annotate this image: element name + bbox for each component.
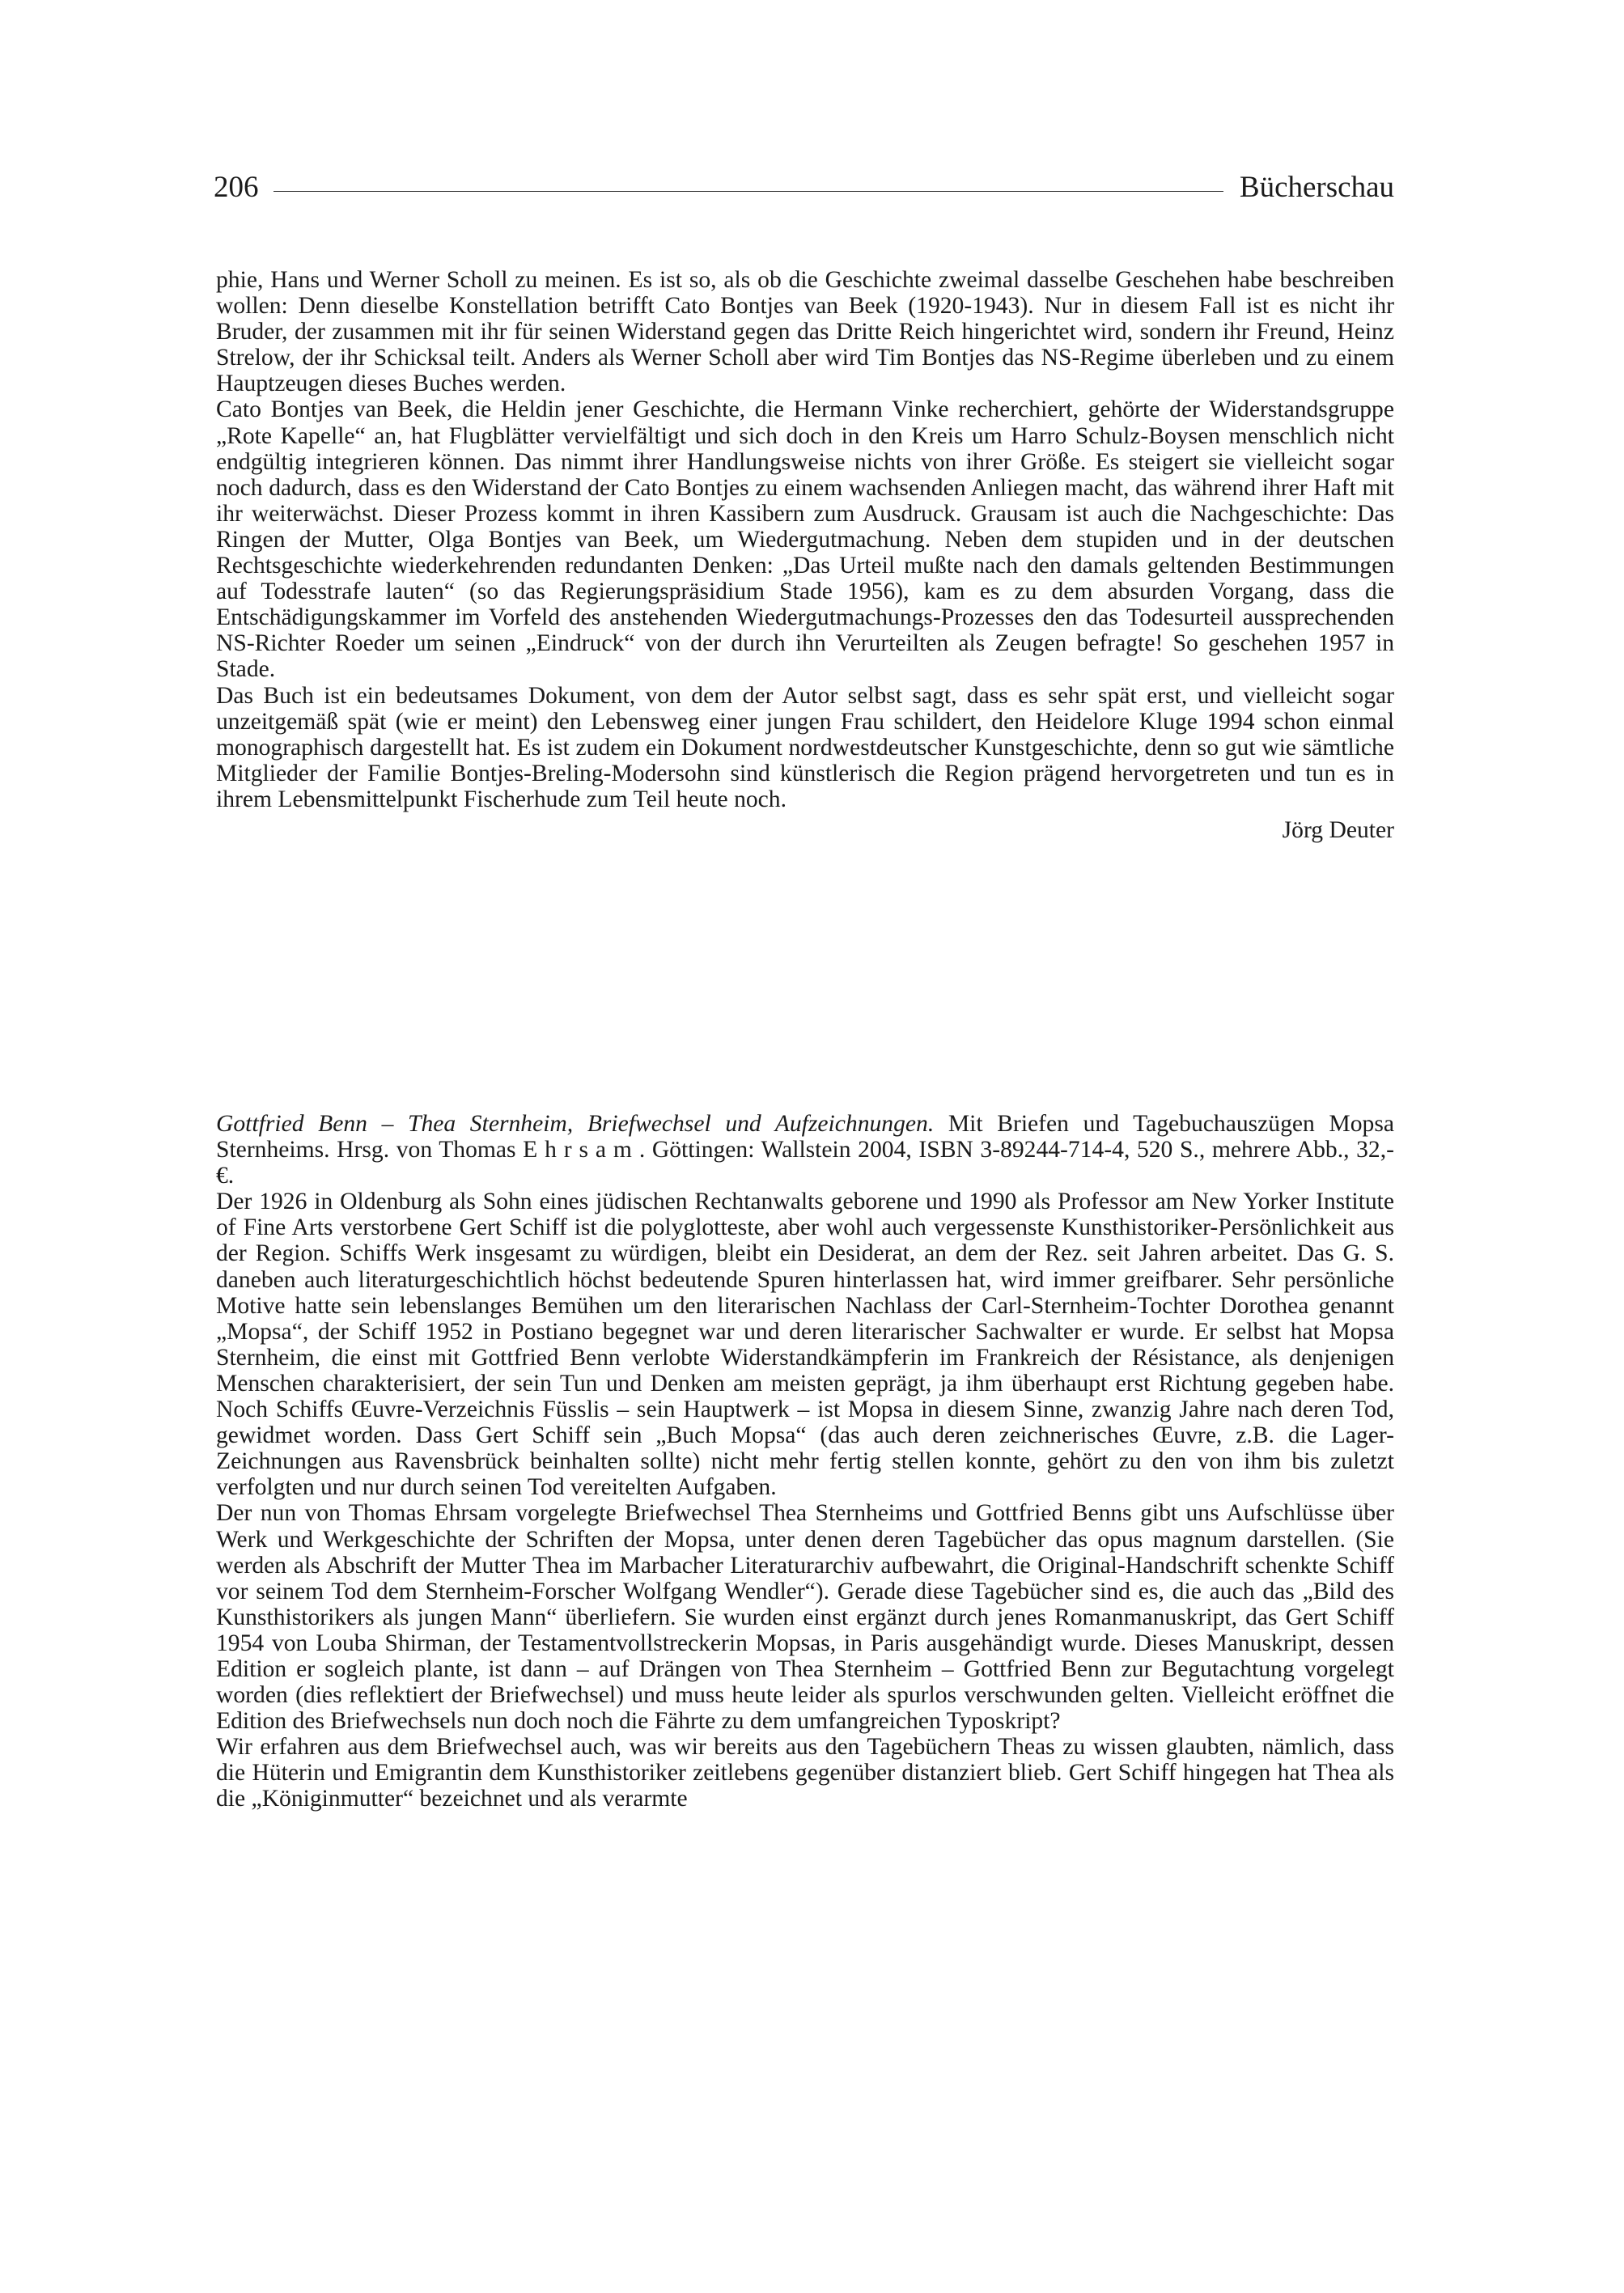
review2-paragraph: Der nun von Thomas Ehrsam vorgelegte Briefwechsel Thea Sternheims und Gottfried Benns gibt uns Aufschlüsse über Werk und Werkgeschichte der Schriften der Mopsa, unter denen deren Tagebücher das opus magnum darstellen. (Sie werden als Abschrift der Mutter Thea im Marbacher Literaturarchiv aufbewahrt, die Original-Handschrift schenkte Schiff vor seinem Tod dem Sternheim-Forscher Wolfgang Wendler“). Gerade diese Tagebücher sind es, die auch das „Bild des Kunsthistorikers als jungen Mann“ überliefern. Sie wurden einst ergänzt durch jenes Romanmanuskript, das Gert Schiff 1954 von Louba Shirman, der Testamentvollstreckerin Mopsas, in Paris ausgehändigt wurde. Dieses Manuskript, dessen Edition er sogleich plante, ist dann – auf Drängen von Thea Sternheim – Gottfried Benn zur Begutachtung vorgelegt worden (dies reflektiert der Briefwechsel) und muss heute leider als spurlos verschwunden gelten. Vielleicht eröffnet die Edition des Briefwechsels nun doch noch die Fährte zu dem umfangreichen Typoskript? [216,1500,1394,1735]
book-details-before-editor: Mit Briefen und Tagebuchauszügen Mopsa Sternheims. Hrsg. von Thomas [216,1111,1394,1163]
book-title: Gottfried Benn – Thea Sternheim, Briefwechsel und Aufzeichnungen. [216,1111,935,1137]
review-cato-bontjes [216,267,1394,843]
review1-paragraph: Das Buch ist ein bedeutsames Dokument, von dem der Autor selbst sagt, dass es sehr spät erst, und vielleicht sogar unzeitgemäß spät (wie er meint) den Lebensweg einer jungen Frau schildert, den Heidelore Kluge 1994 schon einmal monographisch dargestellt hat. Es ist zudem ein Dokument nordwestdeutscher Kunstgeschichte, denn so gut wie sämtliche Mitglieder der Familie Bontjes-Breling-Modersohn sind künstlerisch die Region prägend hervorgetreten und tun es in ihrem Lebensmittelpunkt Fischerhude zum Teil heute noch. [216,682,1394,812]
running-head: Bücherschau [1239,171,1394,204]
review1-paragraph: Cato Bontjes van Beek, die Heldin jener Geschichte, die Hermann Vinke recherchiert, gehörte der Widerstandsgruppe „Rote Kapelle“ an, hat Flugblätter vervielfältigt und sich doch in den Kreis um Harro Schulz-Boysen menschlich nicht endgültig integrieren können. Das nimmt ihrer Handlungsweise nichts von ihrer Größe. Es steigert sie vielleicht sogar noch dadurch, dass es den Widerstand der Cato Bontjes zu einem wachsenden Anliegen macht, das während ihrer Haft mit ihr weiterwächst. Dieser Prozess kommt in ihren Kassibern zum Ausdruck. Grausam ist auch die Nachgeschichte: Das Ringen der Mutter, Olga Bontjes van Beek, um Wiedergutmachung. Neben dem stupiden und in der deutschen Rechtsgeschichte wiederkehrenden redundanten Denken: „Das Urteil mußte nach den damals geltenden Bestimmungen auf Todesstrafe lauten“ (so das Regierungspräsidium Stade 1956), kam es zu dem absurden Vorgang, dass die Entschädigungskammer im Vorfeld des anstehenden Wiedergutmachungs-Prozesses den das Todesurteil aussprechenden NS-Richter Roeder um seinen „Eindruck“ von der durch ihn Verurteilten als Zeugen befragte! So geschehen 1957 in Stade. [216,396,1394,683]
review1-author: Jörg Deuter [1282,816,1394,843]
review2-citation [216,1111,1394,1189]
book-details-after-editor: . Göttingen: Wallstein 2004, ISBN 3-89244-714-4, 520 S., mehrere Abb., 32,- €. [216,1137,1394,1189]
page-number: 206 [214,171,259,204]
review1-paragraph: phie, Hans und Werner Scholl zu meinen. Es ist so, als ob die Geschichte zweimal dasselbe Geschehen habe beschreiben wollen: Denn dieselbe Konstellation betrifft Cato Bontjes van Beek (1920-1943). Nur in diesem Fall ist es nicht ihr Bruder, der zusammen mit ihr für seinen Widerstand gegen das Dritte Reich hingerichtet wird, sondern ihr Freund, Heinz Strelow, der ihr Schicksal teilt. Anders als Werner Scholl aber wird Tim Bontjes das NS-Regime überleben und zu einem Hauptzeugen dieses Buches werden. [216,267,1394,397]
book-editor-surname: Ehrsam [523,1137,639,1163]
review-benn-sternheim [216,1111,1394,1812]
header-rule [273,191,1223,192]
review2-paragraph: Der 1926 in Oldenburg als Sohn eines jüdischen Rechtanwalts geborene und 1990 als Professor am New Yorker Institute of Fine Arts verstorbene Gert Schiff ist die polyglotteste, aber wohl auch vergessenste Kunsthistoriker-Persönlichkeit aus der Region. Schiffs Werk insgesamt zu würdigen, bleibt ein Desiderat, an dem der Rez. seit Jahren arbeitet. Das G. S. daneben auch literaturgeschichtlich höchst bedeutende Spuren hinterlassen hat, wird immer greifbarer. Sehr persönliche Motive hatte sein lebenslanges Bemühen um den literarischen Nachlass der Carl-Sternheim-Tochter Dorothea genannt „Mopsa“, der Schiff 1952 in Postiano begegnet war und deren literarischer Sachwalter er wurde. Er selbst hat Mopsa Sternheim, die einst mit Gottfried Benn verlobte Widerstandkämpferin im Frankreich der Résistance, als denjenigen Menschen charakterisiert, der sein Tun und Denken am meisten geprägt, ja ihm überhaupt erst Richtung gegeben habe. Noch Schiffs Œuvre-Verzeichnis Füsslis – sein Hauptwerk – ist Mopsa in diesem Sinne, zwanzig Jahre nach deren Tod, gewidmet worden. Dass Gert Schiff sein „Buch Mopsa“ (das auch deren zeichnerisches Œuvre, z.B. die Lager-Zeichnungen aus Ravensbrück beinhalten sollte) nicht mehr fertig stellen konnte, gehört zu den von ihm bis zuletzt verfolgten und nur durch seinen Tod vereitelten Aufgaben. [216,1189,1394,1501]
page-header [214,165,1394,210]
review2-paragraph: Wir erfahren aus dem Briefwechsel auch, was wir bereits aus den Tagebüchern Theas zu wissen glaubten, nämlich, dass die Hüterin und Emigrantin dem Kunsthistoriker zeitlebens gegenüber distanziert blieb. Gert Schiff hingegen hat Thea als die „Königinmutter“ bezeichnet und als verarmte [216,1734,1394,1812]
